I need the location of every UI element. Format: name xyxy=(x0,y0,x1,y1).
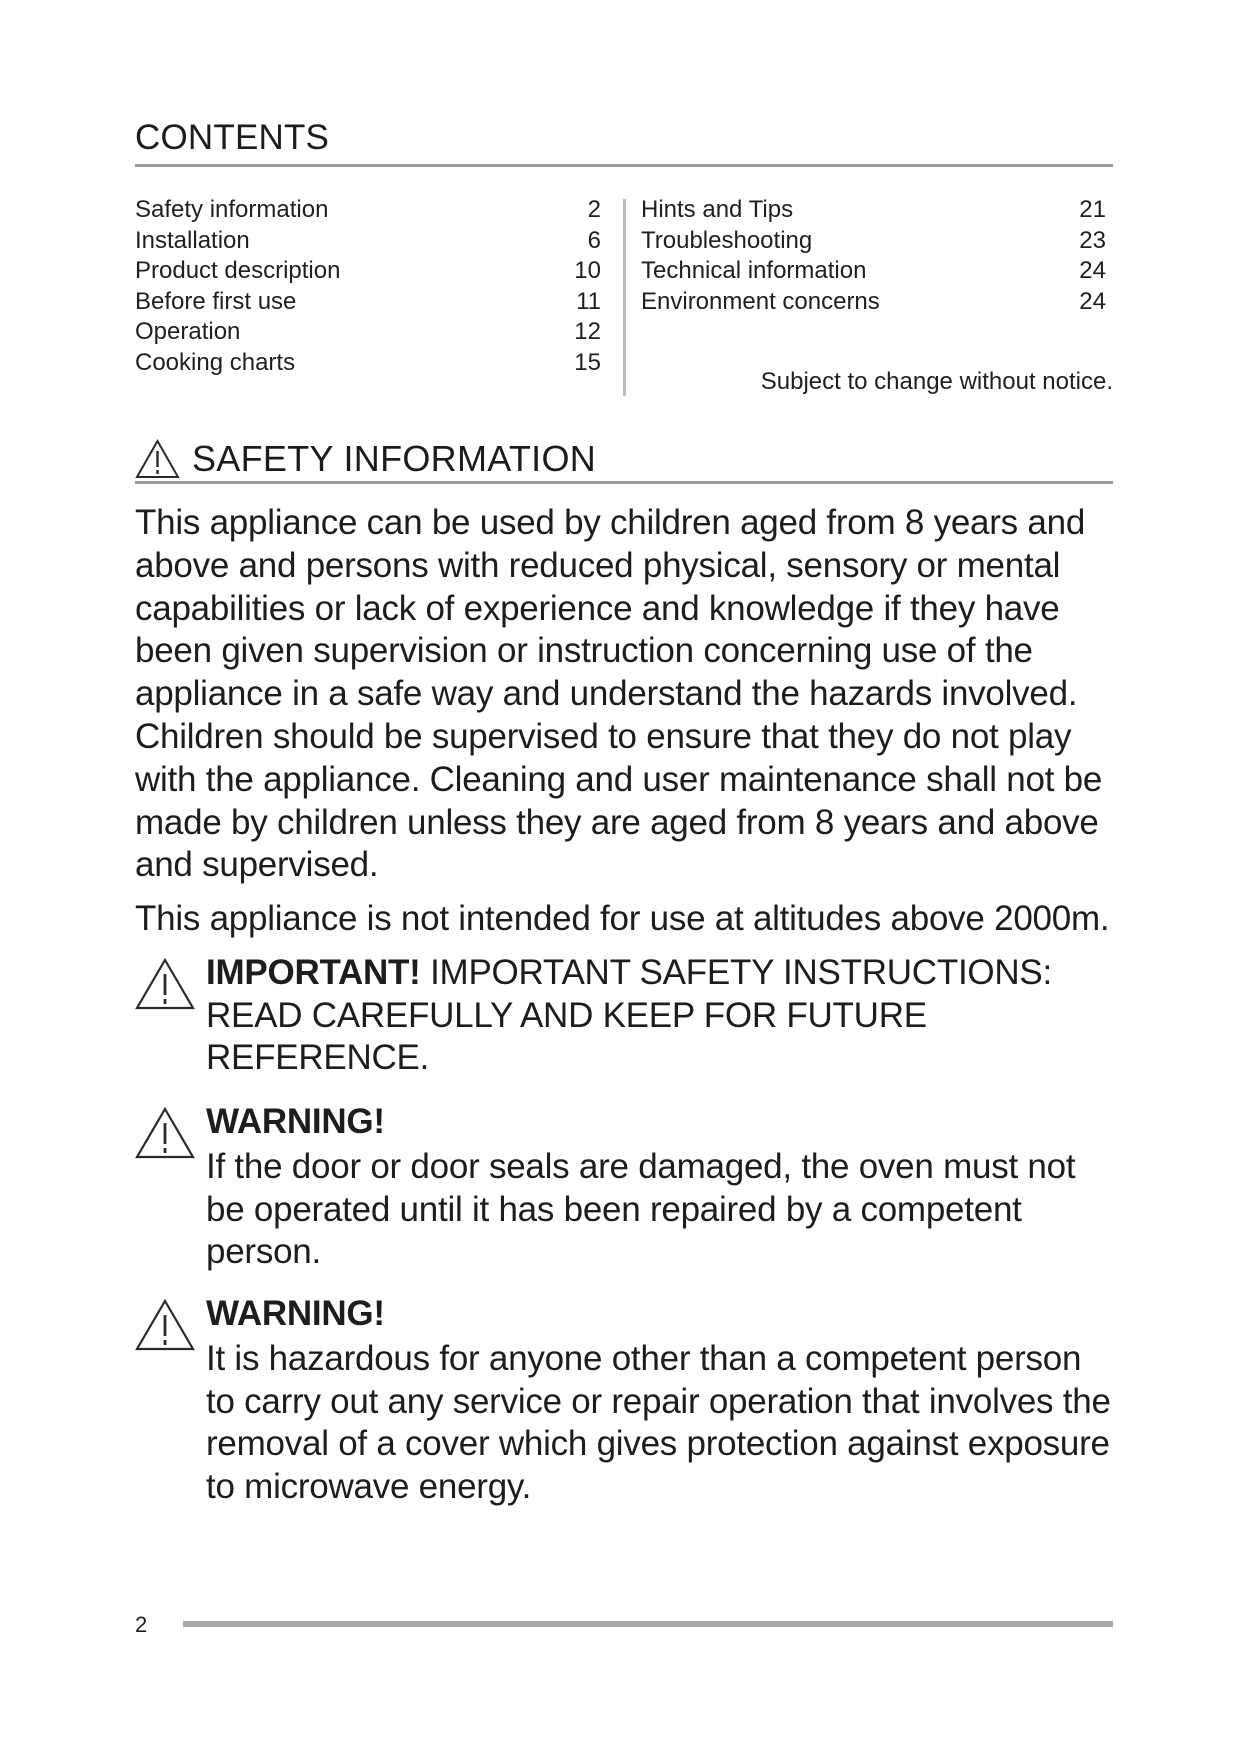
toc-entry-page: 10 xyxy=(574,257,601,284)
toc-entry-label: Troubleshooting xyxy=(641,226,813,254)
warning-triangle-icon xyxy=(135,958,195,1010)
toc-entry-page: 24 xyxy=(1079,287,1106,315)
toc-entry[interactable] xyxy=(135,348,601,379)
toc-entry[interactable] xyxy=(135,195,601,226)
important-text: IMPORTANT SAFETY INSTRUCTIONS: READ CAREFULLY AND KEEP FOR FUTURE REFERENCE. xyxy=(206,953,1052,1077)
warning-triangle-icon xyxy=(135,439,180,479)
contents-rule xyxy=(135,164,1113,167)
toc-entry-page: 12 xyxy=(574,318,601,345)
toc-entry[interactable] xyxy=(641,226,1106,257)
toc-entry[interactable] xyxy=(641,195,1106,226)
toc-entry-page: 21 xyxy=(1079,196,1106,223)
warning-label: WARNING! xyxy=(206,1294,385,1333)
safety-title: SAFETY INFORMATION xyxy=(192,438,597,479)
warning-label: WARNING! xyxy=(206,1102,385,1141)
toc-divider xyxy=(623,199,626,396)
toc-entry-label: Safety information xyxy=(135,196,329,223)
warning-text-block xyxy=(206,1290,1111,1508)
toc-entry[interactable] xyxy=(641,287,1106,318)
warning-text-block xyxy=(206,1098,1111,1274)
toc-entry-page: 2 xyxy=(587,196,601,223)
safety-heading xyxy=(135,436,596,482)
change-notice: Subject to change without notice. xyxy=(760,368,1113,395)
contents-title: CONTENTS xyxy=(135,118,330,157)
toc-entry-page: 6 xyxy=(587,226,601,254)
toc-entry-label: Environment concerns xyxy=(641,287,880,315)
toc-entry-page: 11 xyxy=(576,287,601,315)
safety-paragraph-children: This appliance can be used by children aged from 8 years and above and persons with reduced physical, sensory or mental capabilities or lack of experience and knowledge if they have been given supervision or instruction concerning use of the appliance in a safe way and understand the hazards involved. Children should be supervised to ensure that they do not play with the appliance. Cleaning and user maintenance shall not be made by children unless they are aged from 8 years and above and supervised. xyxy=(135,503,1103,885)
toc-entry-label: Hints and Tips xyxy=(641,196,794,223)
warning-text: It is hazardous for anyone other than a competent person to carry out any service or repair operation that involves the removal of a cover which gives protection against exposure to microwave energy. xyxy=(206,1339,1111,1506)
toc-entry[interactable] xyxy=(641,256,1106,287)
warning-triangle-icon xyxy=(135,1107,195,1159)
toc-right-column xyxy=(641,195,1106,317)
toc-entry-label: Operation xyxy=(135,318,241,345)
footer-rule xyxy=(183,1621,1113,1627)
important-label: IMPORTANT! xyxy=(206,953,421,992)
toc-entry-label: Before first use xyxy=(135,287,297,315)
toc-left-column xyxy=(135,195,601,378)
toc-entry-page: 23 xyxy=(1079,226,1106,254)
toc-entry[interactable] xyxy=(135,256,601,287)
warning-triangle-icon xyxy=(135,1299,195,1351)
page-number: 2 xyxy=(135,1612,148,1637)
toc-entry-label: Cooking charts xyxy=(135,348,296,376)
toc-entry[interactable] xyxy=(135,317,601,348)
toc-entry-page: 24 xyxy=(1079,257,1106,284)
toc-entry-label: Product description xyxy=(135,257,341,284)
toc-entry[interactable] xyxy=(135,226,601,257)
safety-rule xyxy=(135,481,1113,484)
toc-entry-label: Technical information xyxy=(641,257,867,284)
important-text-block xyxy=(206,952,1111,1080)
toc-entry-label: Installation xyxy=(135,226,250,254)
toc-entry-page: 15 xyxy=(574,348,601,376)
safety-paragraph-altitude: This appliance is not intended for use at altitudes above 2000m. xyxy=(135,899,1110,938)
warning-text: If the door or door seals are damaged, the oven must not be operated until it has been repaired by a competent person. xyxy=(206,1147,1076,1271)
toc-entry[interactable] xyxy=(135,287,601,318)
